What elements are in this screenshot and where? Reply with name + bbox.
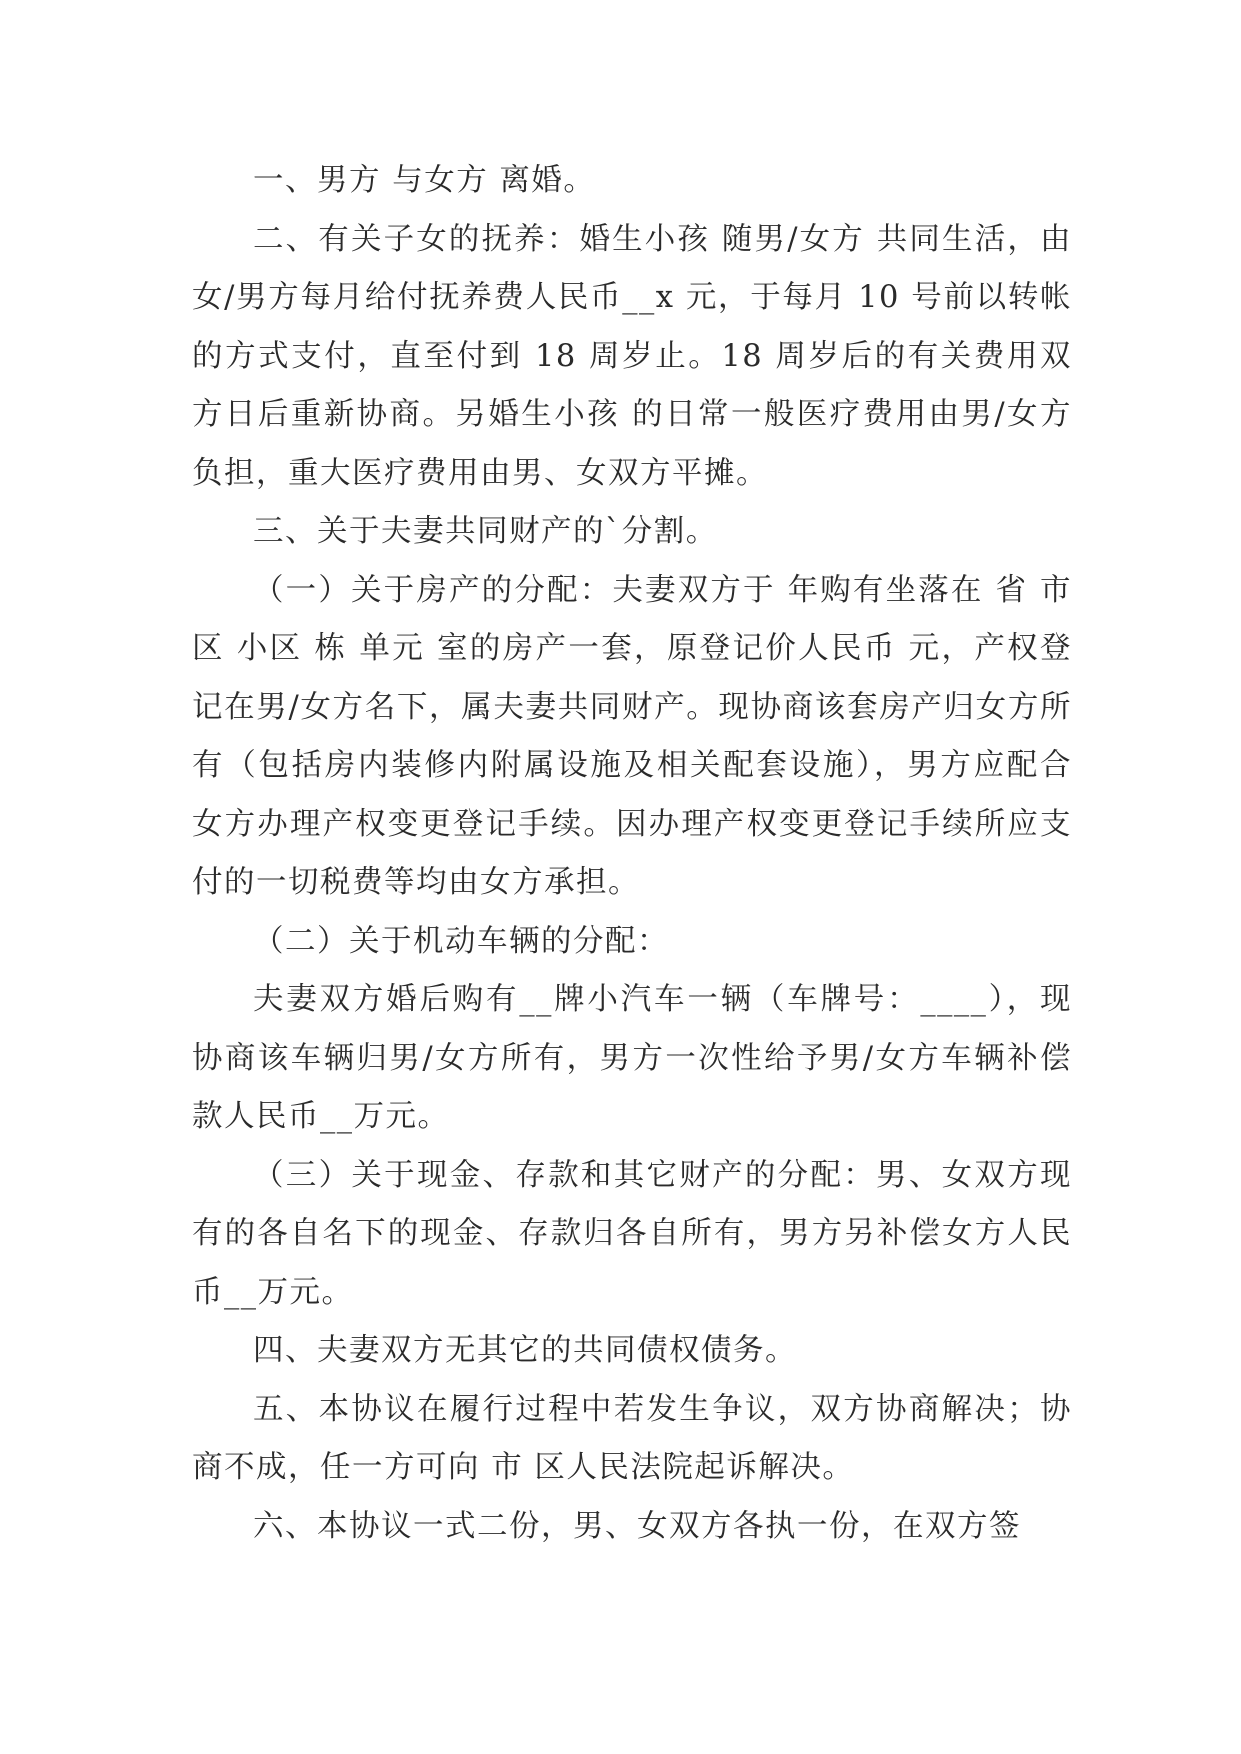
clause-divorce: 一、男方 与女方 离婚。 bbox=[253, 163, 596, 198]
clause-property-division: 三、关于夫妻共同财产的`分割。 bbox=[253, 514, 718, 549]
clause-debts: 四、夫妻双方无其它的共同债权债务。 bbox=[253, 1333, 797, 1368]
document-body bbox=[192, 152, 1084, 1556]
clause-cash-deposits: （三）关于现金、存款和其它财产的分配：男、女双方现有的各自名下的现金、存款归各自所有，男方另补偿女方人民币__万元。 bbox=[192, 1157, 1072, 1310]
clause-dispute-resolution: 五、本协议在履行过程中若发生争议，双方协商解决；协商不成，任一方可向 市 区人民法院起诉解决。 bbox=[192, 1391, 1072, 1485]
clause-copies: 六、本协议一式二份，男、女双方各执一份，在双方签 bbox=[253, 1508, 1021, 1544]
clause-vehicle-heading: （二）关于机动车辆的分配： bbox=[253, 923, 669, 959]
clause-vehicle-allocation: 夫妻双方婚后购有__牌小汽车一辆（车牌号：____），现协商该车辆归男/女方所有，男方一次性给予男/女方车辆补偿款人民币__万元。 bbox=[192, 982, 1072, 1134]
clause-house-allocation: （一）关于房产的分配：夫妻双方于 年购有坐落在 省 市 区 小区 栋 单元 室的房产一套，原登记价人民币 元，产权登记在男/女方名下，属夫妻共同财产。现协商该套房产归女方所有（包括房内装修内附属设施及相关配套设施），男方应配合女方办理产权变更登记手续。因办理产权变更登记手续所应支付的一切税费等均由女方承担。 bbox=[192, 572, 1084, 900]
clause-child-custody: 二、有关子女的抚养：婚生小孩 随男/女方 共同生活，由女/男方每月给付抚养费人民币__x 元，于每月 10 号前以转帐的方式支付，直至付到 18 周岁止。18 周岁后的有关费用双方日后重新协商。另婚生小孩 的日常一般医疗费用由男/女方负担，重大医疗费用由男、女双方平摊。 bbox=[192, 221, 1072, 491]
